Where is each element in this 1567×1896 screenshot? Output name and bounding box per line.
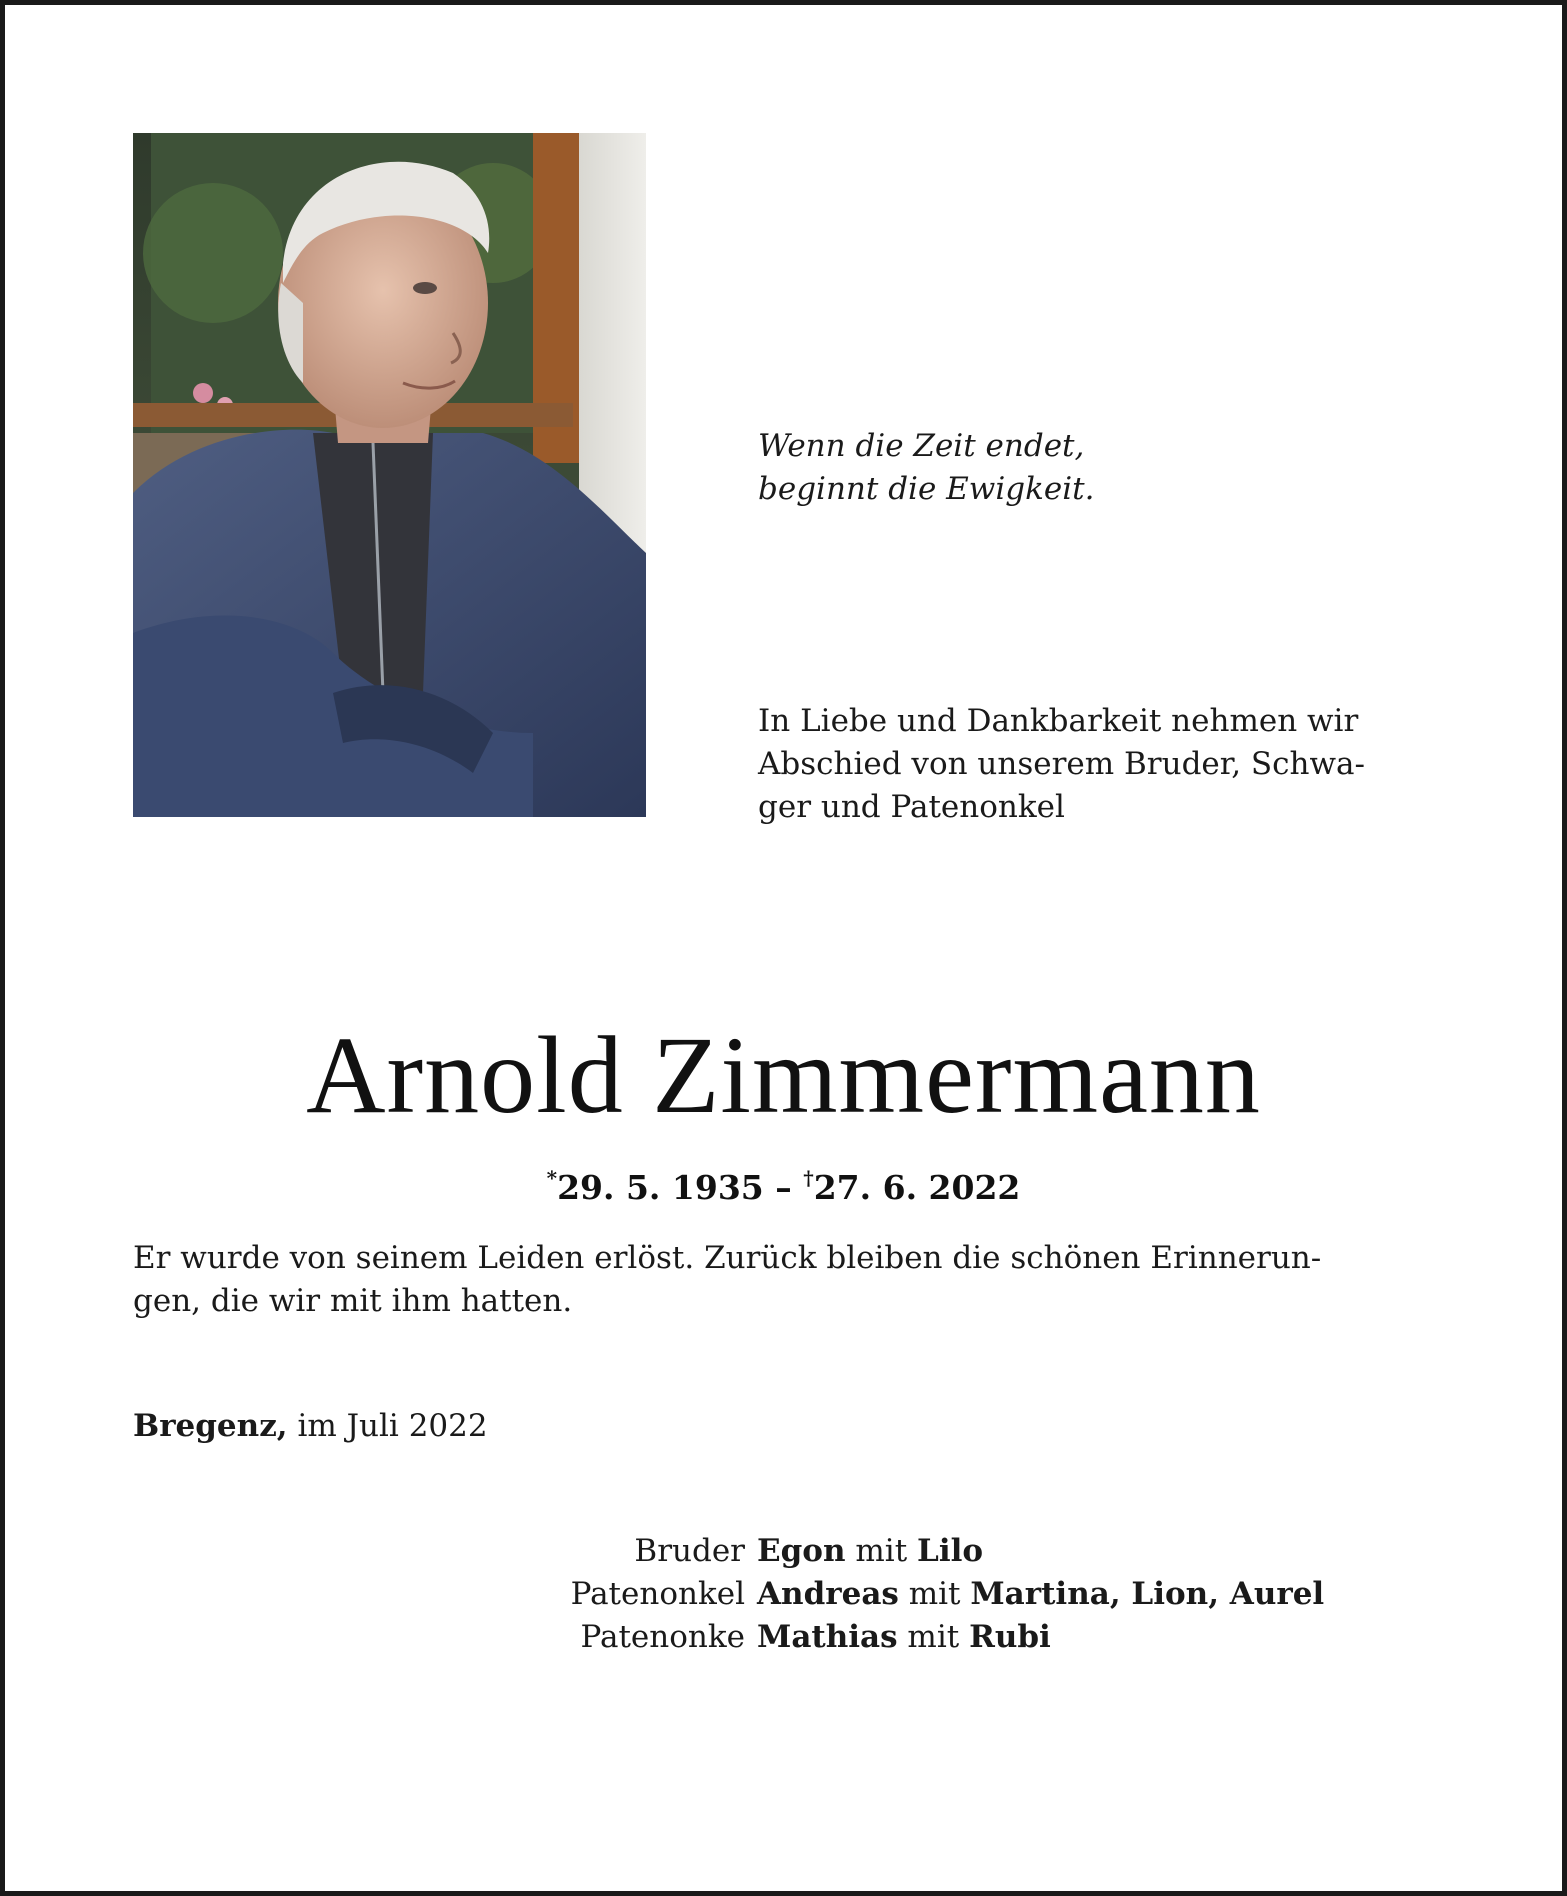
place-date: im Juli 2022: [287, 1408, 488, 1444]
death-date: 27. 6. 2022: [813, 1168, 1021, 1207]
quote-line-2: beginnt die Ewigkeit.: [758, 471, 1095, 507]
mourner-name: Egon: [757, 1533, 846, 1569]
mourner-name: Mathias: [757, 1619, 898, 1655]
memorial-message: [133, 1237, 1453, 1323]
message-line-1: Er wurde von seinem Leiden erlöst. Zurück bleiben die schönen Erinnerun-: [133, 1240, 1322, 1276]
death-symbol: †: [803, 1166, 814, 1190]
place-and-date: [133, 1405, 488, 1448]
mourner-relation: Patenonkel: [570, 1576, 745, 1612]
mourner-connector: mit: [898, 1576, 971, 1612]
intro-line-2: Abschied von unserem Bruder, Schwa-: [758, 746, 1365, 782]
mourner-relation: Patenonke: [580, 1619, 745, 1655]
mourner-relation: Bruder: [634, 1533, 745, 1569]
deceased-name: Arnold Zimmermann: [306, 1014, 1261, 1136]
mourner-connector: mit: [845, 1533, 918, 1569]
birth-date: 29. 5. 1935: [557, 1168, 764, 1207]
intro-line-3: ger und Patenonkel: [758, 789, 1065, 825]
memorial-quote: [758, 425, 1094, 511]
birth-symbol: *: [546, 1166, 558, 1190]
quote-line-1: Wenn die Zeit endet,: [758, 428, 1085, 464]
portrait-image: [133, 133, 646, 817]
portrait-photo: [133, 133, 646, 817]
mourner-connector: mit: [897, 1619, 970, 1655]
mourner-name: Andreas: [757, 1576, 899, 1612]
mourner-partner: Rubi: [969, 1619, 1051, 1655]
mourners-list: [465, 1530, 1324, 1659]
mourner-partner: Martina, Lion, Aurel: [970, 1576, 1325, 1612]
mourner-row: [465, 1530, 1324, 1573]
life-dates: [5, 1153, 1562, 1213]
intro-line-1: In Liebe und Dankbarkeit nehmen wir: [758, 703, 1359, 739]
message-line-2: gen, die wir mit ihm hatten.: [133, 1283, 573, 1319]
place-city: Bregenz,: [133, 1408, 288, 1444]
mourner-row: [465, 1573, 1324, 1616]
mourner-row: [465, 1616, 1324, 1659]
date-separator: –: [763, 1168, 804, 1207]
farewell-intro: [758, 700, 1448, 829]
mourner-partner: Lilo: [917, 1533, 984, 1569]
